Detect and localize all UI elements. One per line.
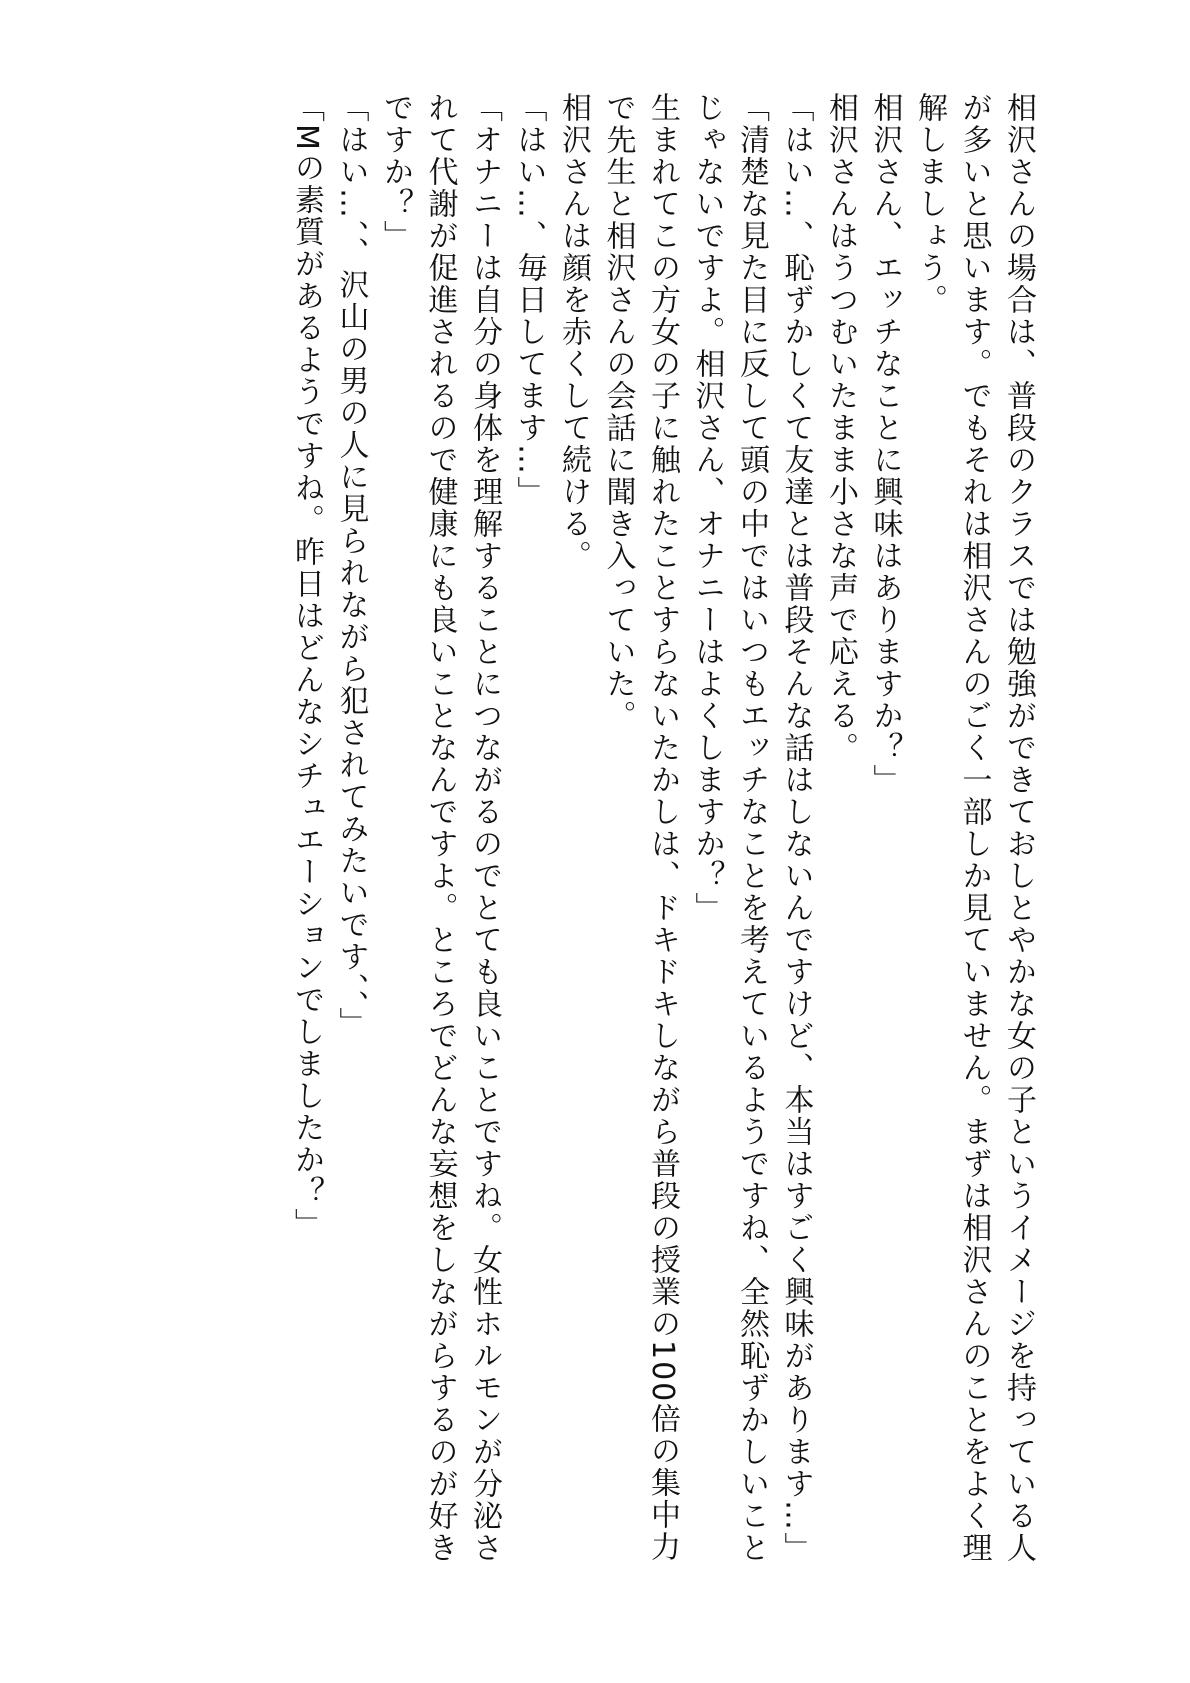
- paragraph-6: 生まれてこの方女の子に触れたことすらないたかしは、ドキドキしながら普段の授業の100倍の集中力で先生と相沢さんの会話に聞き入っていた。: [600, 92, 680, 1564]
- paragraph-3: 相沢さんはうつむいたまま小さな声で応える。: [823, 92, 858, 764]
- vertical-text-body: [60, 92, 1040, 1592]
- paragraph-9: 「オナニーは自分の身体を理解することにつながるのでとても良いことですね。女性ホルモンが分泌されて代謝が促進されるので健康にも良いことなんですよ。ところでどんな妄想をしながらするのが好きですか？」: [378, 92, 502, 1564]
- paragraph-7: 相沢さんは顔を赤くして続ける。: [556, 92, 591, 572]
- paragraph-8: 「はい…、毎日してます…」: [511, 92, 547, 508]
- paragraph-2: 相沢さん、エッチなことに興味はありますか？」: [867, 92, 903, 796]
- paragraph-1: 相沢さんの場合は、普段のクラスでは勉強ができておしとやかな女の子というイメージを持っている人が多いと思います。でもそれは相沢さんのごく一部しか見ていません。まずは相沢さんのことをよく理解しましょう。: [912, 92, 1036, 1564]
- paragraph-10: 「はい…、、沢山の男の人に見られながら犯されてみたいです、、」: [333, 92, 369, 1039]
- paragraph-4: 「はい…、恥ずかしくて友達とは普段そんな話はしないんですけど、本当はすごく興味があります…」: [778, 92, 814, 1564]
- paragraph-5: 「清楚な見た目に反して頭の中ではいつもエッチなことを考えているようですね、全然恥ずかしいことじゃないですよ。相沢さん、オナニーはよくしますか？」: [689, 92, 769, 1564]
- paragraph-11: 「Mの素質があるようですね。昨日はどんなシチュエーションでしましたか？」: [289, 92, 324, 1240]
